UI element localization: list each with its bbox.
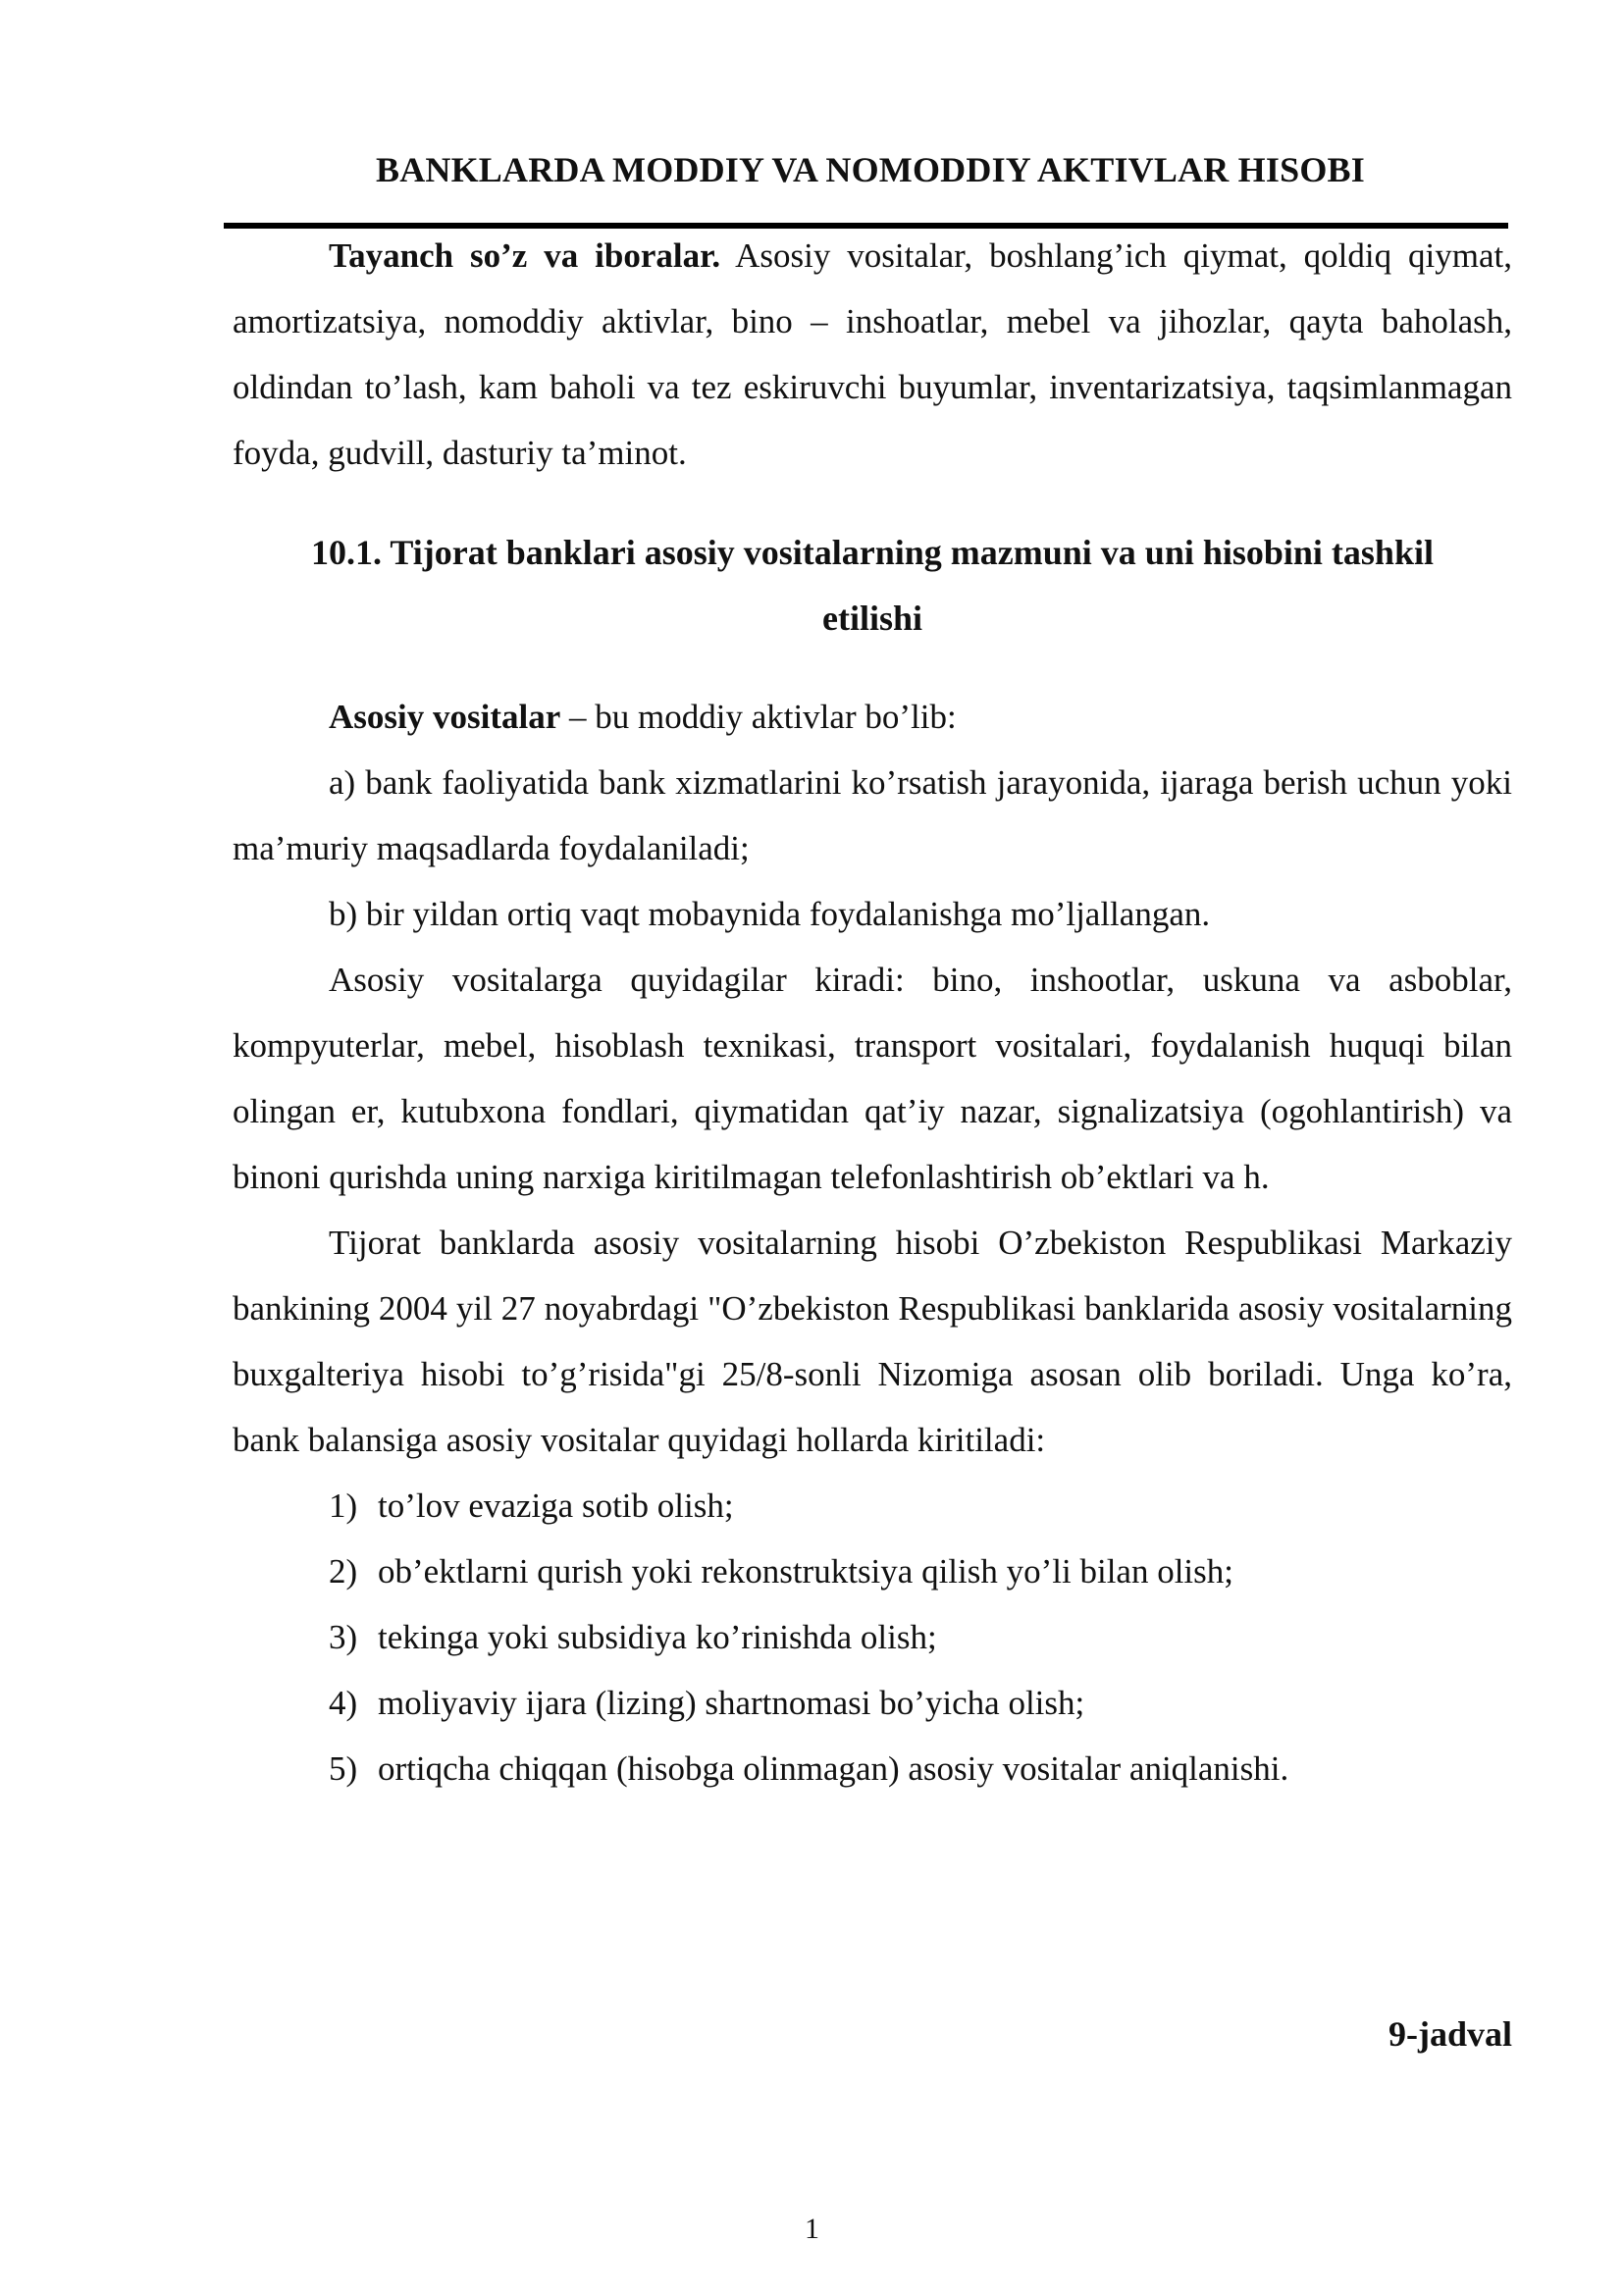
- list-item-text: to’lov evaziga sotib olish;: [378, 1487, 734, 1525]
- section-heading-line1: 10.1. Tijorat banklari asosiy vositalarning mazmuni va uni hisobini tashkil: [311, 533, 1434, 572]
- table-label: 9-jadval: [1388, 2014, 1512, 2054]
- page-number: 1: [805, 2213, 819, 2245]
- list-item-text: ortiqcha chiqqan (hisobga olinmagan) asosiy vositalar aniqlanishi.: [378, 1749, 1289, 1788]
- list-item-number: 4): [329, 1684, 358, 1722]
- list-item: [233, 1473, 1512, 1539]
- list-item-number: 2): [329, 1552, 358, 1591]
- list-item-text: ob’ektlarni qurish yoki rekonstruktsiya qilish yo’li bilan olish;: [378, 1552, 1233, 1591]
- list-item-text: tekinga yoki subsidiya ko’rinishda olish;: [378, 1618, 937, 1656]
- list-item: [233, 1539, 1512, 1604]
- definition-term: Asosiy vositalar: [329, 698, 561, 736]
- keywords-block: [233, 223, 1512, 486]
- includes-paragraph: Asosiy vositalarga quyidagilar kiradi: bino, inshootlar, uskuna va asboblar, kompyuterlar, mebel, hisoblash texnikasi, transport vositalari, foydalanish huquqi bilan olingan er, kutubxona fondlari, qiymatidan qat’iy nazar, signalizatsiya (ogohlantirish) va binoni qurishda uning narxiga kiritilmagan telefonlashtirish ob’ektlari va h.: [233, 961, 1512, 1196]
- section-heading-line2: etilishi: [821, 599, 922, 638]
- criteria-b: b) bir yildan ortiq vaqt mobaynida foydalanishga mo’ljallangan.: [329, 895, 1211, 933]
- list-item-number: 3): [329, 1618, 358, 1656]
- keywords-text: Asosiy vositalar, boshlang’ich qiymat, qoldiq qiymat, amortizatsiya, nomoddiy aktivlar, bino – inshoatlar, mebel va jihozlar, qayta baholash, oldindan to’lash, kam baholi va tez eskiruvchi buyumlar, inventarizatsiya, taqsimlanmagan foyda, gudvill, dasturiy ta’minot.: [233, 236, 1512, 472]
- list-item-number: 5): [329, 1749, 358, 1788]
- criteria-a: a) bank faoliyatida bank xizmatlarini ko’rsatish jarayonida, ijaraga berish uchun yoki ma’muriy maqsadlarda foydalaniladi;: [233, 763, 1512, 867]
- keywords-paragraph: [233, 223, 1512, 486]
- section-heading: [233, 520, 1512, 652]
- definition-text: – bu moddiy aktivlar bo’lib:: [560, 698, 957, 736]
- list-item: [233, 1604, 1512, 1670]
- list-item: [233, 1736, 1512, 1801]
- keywords-label: Tayanch so’z va iboralar.: [329, 236, 721, 275]
- main-body: [233, 684, 1512, 1801]
- list-item-text: moliyaviy ijara (lizing) shartnomasi bo’yicha olish;: [378, 1684, 1085, 1722]
- regulation-paragraph: Tijorat banklarda asosiy vositalarning hisobi O’zbekiston Respublikasi Markaziy bankining 2004 yil 27 noyabrdagi "O’zbekiston Respublikasi banklarida asosiy vositalarning buxgalteriya hisobi to’g’risida"gi 25/8-sonli Nizomiga asosan olib boriladi. Unga ko’ra, bank balansiga asosiy vositalar quyidagi hollarda kiritiladi:: [233, 1224, 1512, 1459]
- definition-paragraph: [233, 684, 1512, 750]
- list-item: [233, 1670, 1512, 1736]
- list-item-number: 1): [329, 1487, 358, 1525]
- acquisition-list: [233, 1473, 1512, 1801]
- document-title: BANKLARDA MODDIY VA NOMODDIY AKTIVLAR HISOBI: [376, 150, 1365, 189]
